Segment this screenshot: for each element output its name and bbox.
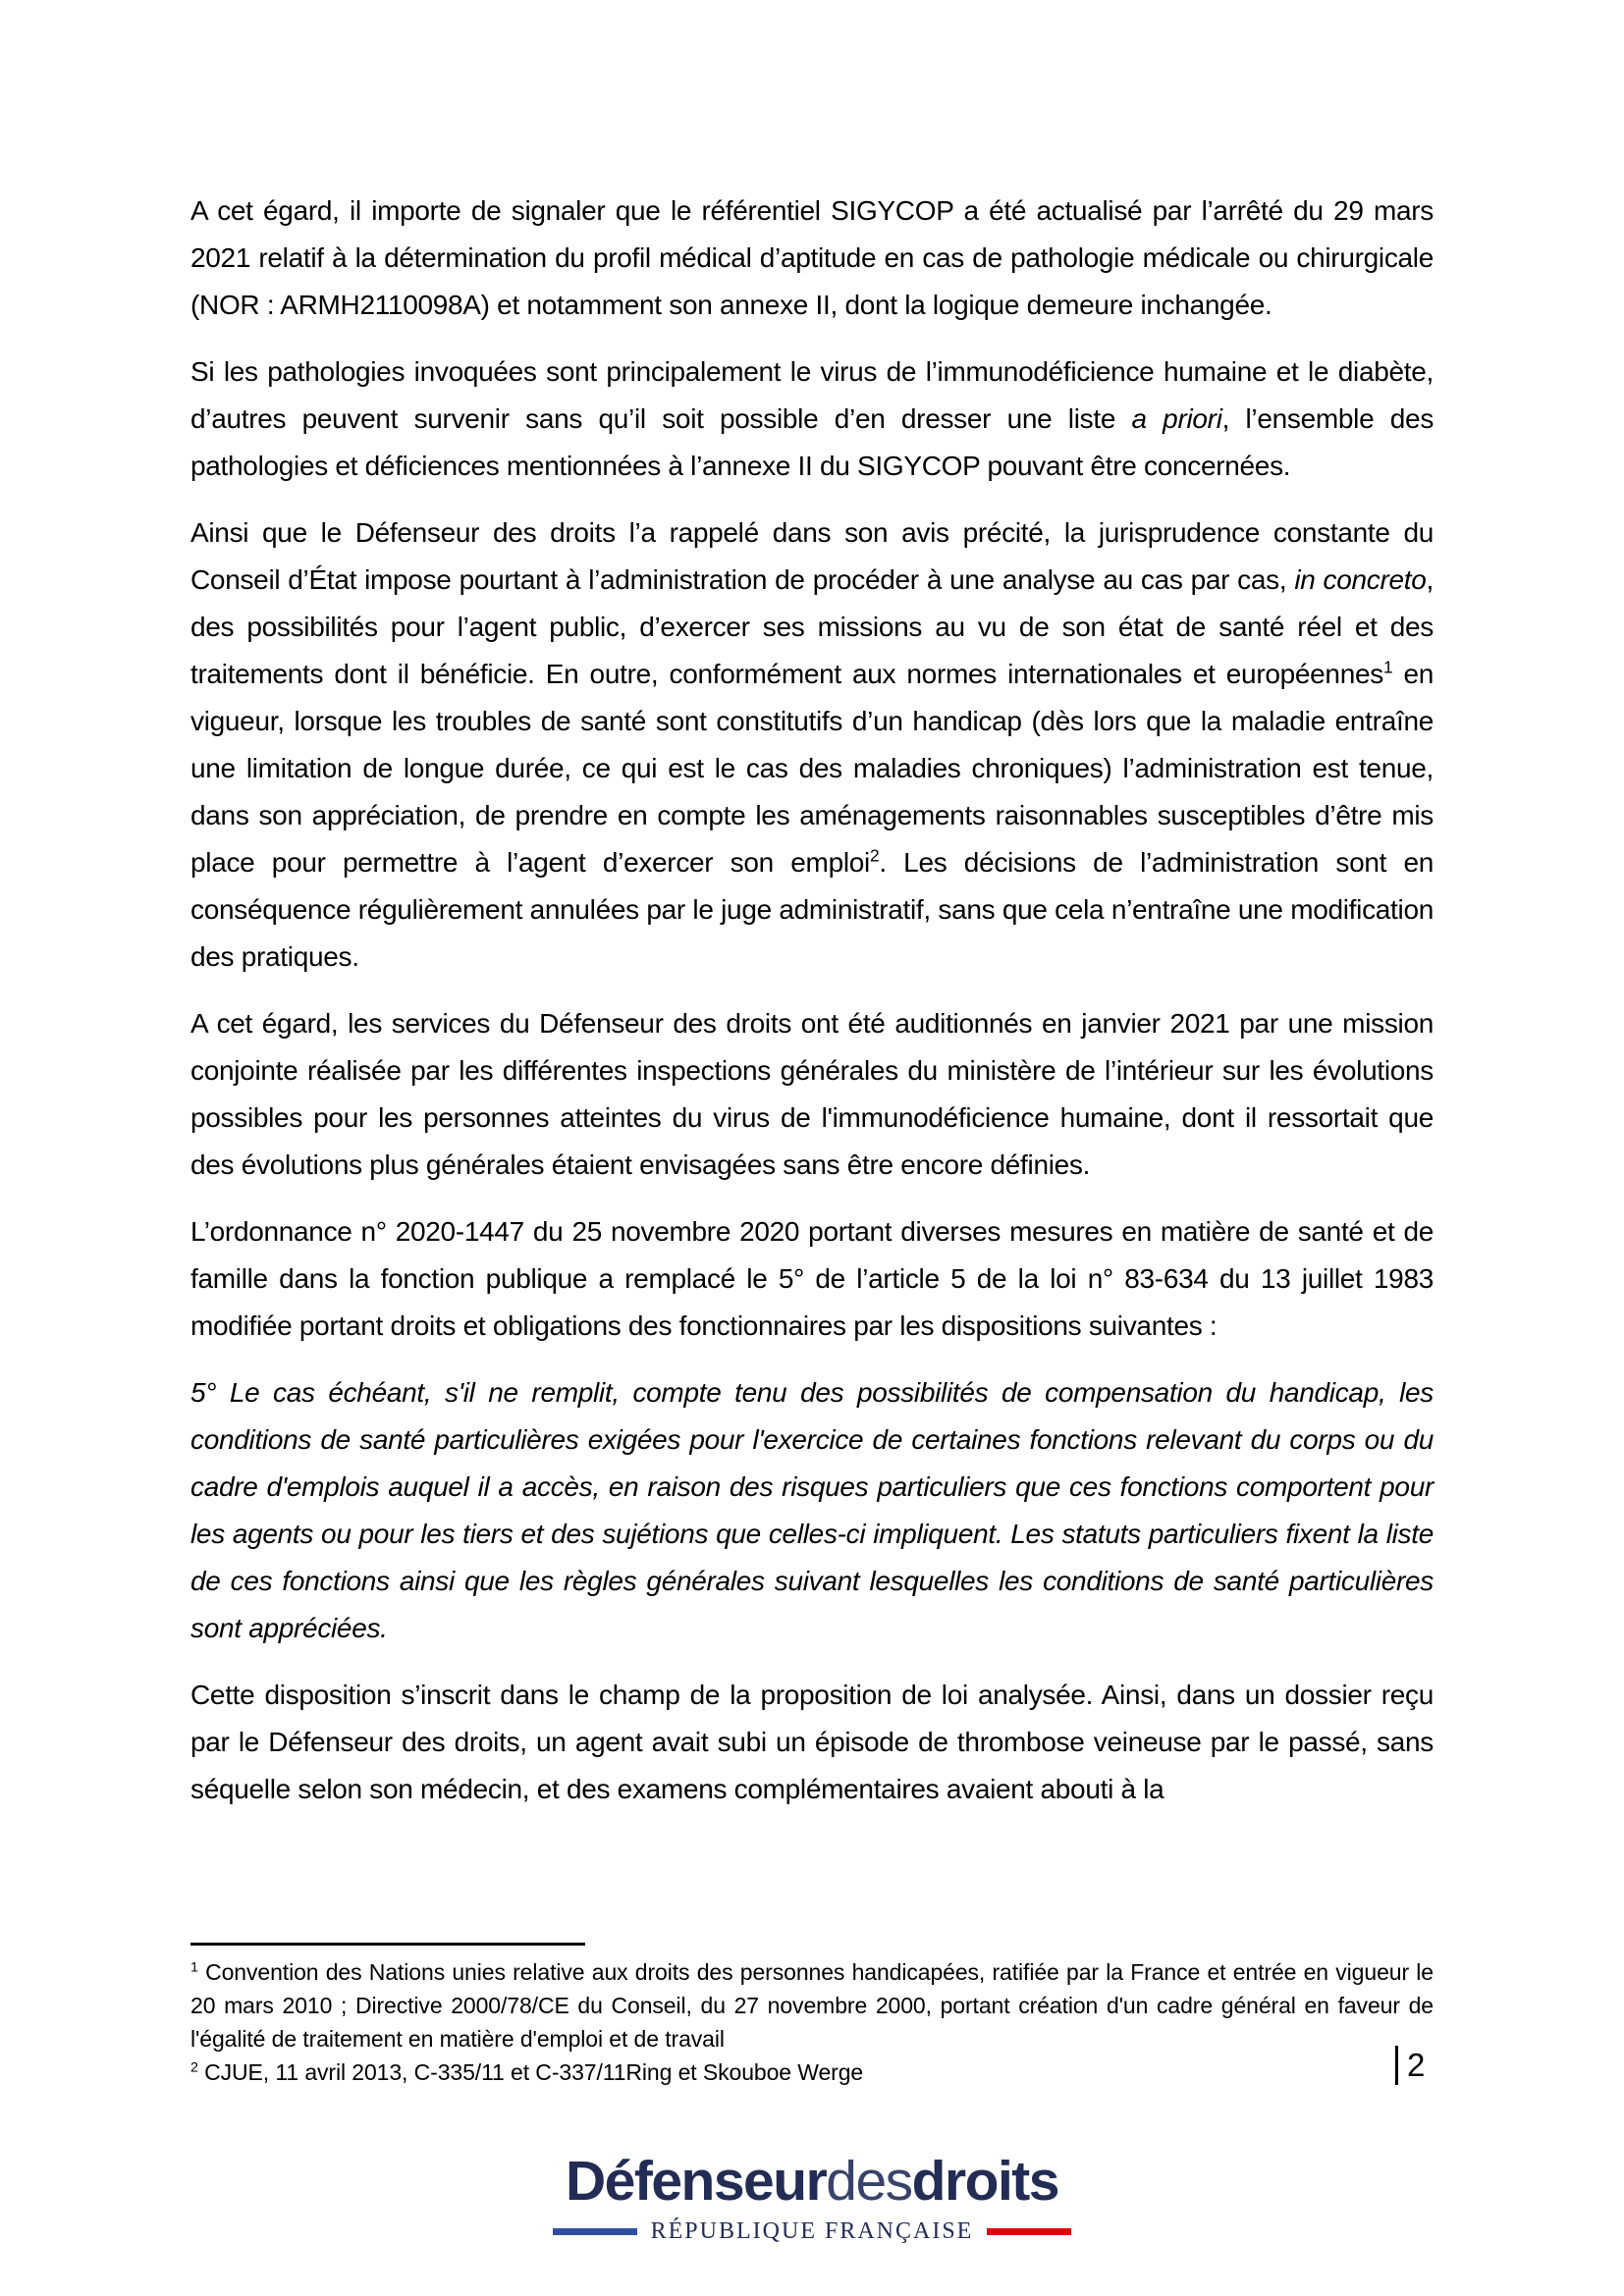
footnote-1 <box>190 1955 1434 2056</box>
page-number-value: 2 <box>1407 2047 1426 2083</box>
document-body <box>190 187 1434 1833</box>
paragraph-7 <box>190 1672 1434 1813</box>
logo-republique-francaise: RÉPUBLIQUE FRANÇAISE <box>650 2218 974 2244</box>
text-run: L’ordonnance n° 2020-1447 du 25 novembre 2020 portant diverses mesures en matière de santé et de famille dans la fonction publique a remplacé le 5° de l’article 5 de la loi n° 83-634 du 13 juillet 1983 modifiée portant droits et obligations des fonctionnaires par les dispositions suivantes : <box>190 1216 1434 1341</box>
text-run: . Les décisions de l’administration sont en conséquence régulièrement annulées par le juge administratif, sans que cela n’entraîne une modification des pratiques. <box>190 847 1435 972</box>
paragraph-3 <box>190 509 1434 981</box>
footnotes <box>190 1955 1434 2089</box>
paragraph-4 <box>190 1000 1434 1189</box>
logo-wordmark <box>565 2150 1058 2213</box>
defenseur-des-droits-logo <box>0 2150 1624 2245</box>
paragraph-5 <box>190 1208 1434 1350</box>
page-number <box>1395 2046 1425 2085</box>
text-run: Cette disposition s’inscrit dans le champ de la proposition de loi analysée. Ainsi, dans un dossier reçu par le Défenseur des droits, un agent avait subi un épisode de thrombose veineuse par le passé, sans séquelle selon son médecin, et des examens complémentaires avaient abouti à la <box>190 1680 1434 1804</box>
logo-word-des: des <box>826 2150 912 2213</box>
text-run: a priori <box>1131 403 1222 434</box>
logo-blue-bar <box>553 2228 637 2235</box>
footnote-reference: 2 <box>869 845 880 866</box>
logo-word-droits: droits <box>911 2150 1058 2213</box>
footnote-text: Convention des Nations unies relative aux droits des personnes handicapées, ratifiée par la France et entrée en vigueur le 20 mars 2010 ; Directive 2000/78/CE du Conseil, du 27 novembre 2000, portant création d'un cadre général en faveur de l'égalité de traitement en matière d'emploi et de travail <box>190 1959 1434 2052</box>
paragraph-1 <box>190 187 1434 329</box>
text-run: en vigueur, lorsque les troubles de santé sont constitutifs d’un handicap (dès lors que la maladie entraîne une limitation de longue durée, ce qui est le cas des maladies chroniques) l’administration est tenue, dans son appréciation, de prendre en compte les aménagements raisonnables susceptibles d’être mis place pour permettre à l’agent d’exercer son emploi <box>190 659 1435 878</box>
logo-red-bar <box>987 2228 1071 2235</box>
paragraph-2 <box>190 348 1434 490</box>
footnote-marker: 2 <box>190 2059 198 2076</box>
logo-subtitle-row <box>553 2218 1072 2245</box>
footnote-separator <box>190 1943 585 1946</box>
paragraph-6 <box>190 1369 1434 1652</box>
footnote-marker: 1 <box>190 1959 198 1976</box>
footnote-2 <box>190 2056 1434 2089</box>
text-run: , des possibilités pour l’agent public, d’exercer ses missions au vu de son état de santé réel et des traitements dont il bénéficie. En outre, conformément aux normes internationales et européennes <box>190 564 1434 689</box>
page-number-divider <box>1395 2046 1398 2085</box>
text-run: Ainsi que le Défenseur des droits l’a rappelé dans son avis précité, la jurisprudence constante du Conseil d’État impose pourtant à l’administration de procéder à une analyse au cas par cas, <box>190 517 1434 595</box>
text-run: in concreto <box>1294 564 1427 595</box>
logo-word-defenseur: Défenseur <box>565 2150 827 2213</box>
footnote-text: CJUE, 11 avril 2013, C-335/11 et C-337/11Ring et Skouboe Werge <box>197 2059 864 2085</box>
text-run: , l’ensemble des pathologies et déficiences mentionnées à l’annexe II du SIGYCOP pouvant être concernées. <box>190 403 1435 481</box>
text-run: A cet égard, il importe de signaler que le référentiel SIGYCOP a été actualisé par l’arrêté du 29 mars 2021 relatif à la détermination du profil médical d’aptitude en cas de pathologie médicale ou chirurgicale (NOR : ARMH2110098A) et notamment son annexe II, dont la logique demeure inchangée. <box>190 195 1434 320</box>
text-run: A cet égard, les services du Défenseur des droits ont été auditionnés en janvier 2021 par une mission conjointe réalisée par les différentes inspections générales du ministère de l’intérieur sur les évolutions possibles pour les personnes atteintes du virus de l'immunodéficience humaine, dont il ressortait que des évolutions plus générales étaient envisagées sans être encore définies. <box>190 1008 1434 1180</box>
footnote-reference: 1 <box>1382 657 1393 677</box>
text-run: Si les pathologies invoquées sont principalement le virus de l’immunodéficience humaine et le diabète, d’autres peuvent survenir sans qu’il soit possible d’en dresser une liste <box>190 356 1434 434</box>
text-run: 5° Le cas échéant, s'il ne remplit, compte tenu des possibilités de compensation du handicap, les conditions de santé particulières exigées pour l'exercice de certaines fonctions relevant du corps ou du cadre d'emplois auquel il a accès, en raison des risques particuliers que ces fonctions comportent pour les agents ou pour les tiers et des sujétions que celles-ci impliquent. Les statuts particuliers fixent la liste de ces fonctions ainsi que les règles générales suivant lesquelles les conditions de santé particulières sont appréciées. <box>190 1377 1434 1643</box>
